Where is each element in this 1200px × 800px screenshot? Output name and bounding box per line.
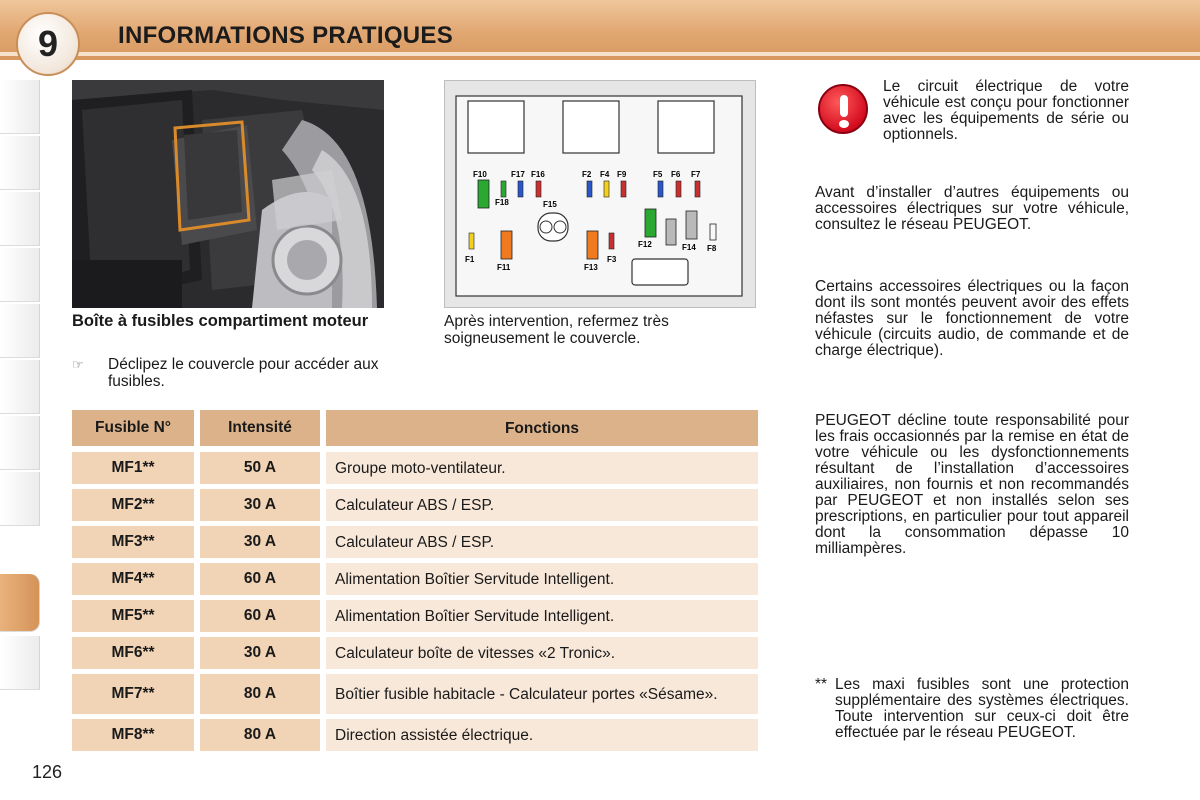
closing-instruction: Après intervention, refermez très soigneusement le couvercle.: [444, 313, 669, 347]
table-row: [72, 719, 758, 751]
page-header: [0, 0, 1200, 60]
table-row: [72, 637, 758, 669]
intensity-cell: 80 A: [200, 719, 320, 751]
fuse-number-cell: MF5**: [72, 600, 194, 632]
function-cell: Calculateur ABS / ESP.: [326, 526, 758, 558]
warning-icon: [818, 84, 868, 134]
table-header-row: [72, 410, 758, 446]
fuse-layout-drawing: [445, 81, 755, 307]
function-cell: Calculateur ABS / ESP.: [326, 489, 758, 521]
table-row: [72, 526, 758, 558]
fuse-label: F11: [497, 263, 511, 272]
side-tab[interactable]: [0, 304, 40, 358]
fuse-label: F9: [617, 170, 627, 179]
fuse-label: F15: [543, 200, 557, 209]
fuse-label: F17: [511, 170, 525, 179]
fuse-number-cell: MF7**: [72, 674, 194, 714]
table-row: [72, 600, 758, 632]
table-row: [72, 674, 758, 714]
fuse-label: F2: [582, 170, 592, 179]
fuse-number-cell: MF8**: [72, 719, 194, 751]
paragraph-side-effects: Certains accessoires électriques ou la façon dont ils sont montés peuvent avoir des effets néfastes sur le fonctionnement de votre véhicule (circuits audio, de commande et de charge électrique).: [815, 278, 1129, 359]
header-intensity: Intensité: [200, 410, 320, 446]
function-cell: Calculateur boîte de vitesses «2 Tronic».: [326, 637, 758, 669]
fuse-label: F8: [707, 244, 717, 253]
fuse-number-cell: MF3**: [72, 526, 194, 558]
page-title: INFORMATIONS PRATIQUES: [118, 22, 454, 49]
fuse-label: F3: [607, 255, 617, 264]
section-title: Boîte à fusibles compartiment moteur: [72, 312, 369, 330]
intensity-cell: 30 A: [200, 489, 320, 521]
intensity-cell: 60 A: [200, 600, 320, 632]
fuse-label: F18: [495, 198, 509, 207]
footnote-text: Les maxi fusibles sont une protection supplémentaire des systèmes électriques. Toute intervention sur ceux-ci doit être effectuée par le réseau PEUGEOT.: [835, 676, 1129, 741]
table-row: [72, 452, 758, 484]
fuse-label: F1: [465, 255, 475, 264]
fuse-box-diagram: [444, 80, 756, 308]
instruction-text: Déclipez le couvercle pour accéder aux fusibles.: [108, 356, 379, 390]
table-row: [72, 489, 758, 521]
page-number: 126: [32, 762, 63, 782]
intensity-cell: 30 A: [200, 526, 320, 558]
chapter-badge: 9: [16, 12, 80, 76]
function-cell: Groupe moto-ventilateur.: [326, 452, 758, 484]
function-cell: Alimentation Boîtier Servitude Intelligent.: [326, 600, 758, 632]
footnote-mark: **: [815, 676, 828, 693]
side-tab[interactable]: [0, 248, 40, 302]
fuse-number-cell: MF1**: [72, 452, 194, 484]
engine-fusebox-photo: [72, 80, 384, 308]
fuse-label: F13: [584, 263, 598, 272]
instruction-item: [72, 356, 392, 390]
fuse-number-cell: MF4**: [72, 563, 194, 595]
pointing-hand-icon: ☞: [72, 357, 84, 372]
fuse-label: F12: [638, 240, 652, 249]
function-cell: Boîtier fusible habitacle - Calculateur portes «Sésame».: [326, 674, 758, 714]
side-tab[interactable]: [0, 136, 40, 190]
side-tab-strip: [0, 80, 44, 720]
side-tab[interactable]: [0, 636, 40, 690]
intensity-cell: 80 A: [200, 674, 320, 714]
warning-text: Le circuit électrique de votre véhicule est conçu pour fonctionner avec les équipements de série ou optionnels.: [883, 78, 1129, 143]
fuse-label: F4: [600, 170, 610, 179]
header-fuse-number: Fusible N°: [72, 410, 194, 446]
intensity-cell: 60 A: [200, 563, 320, 595]
fuse-label: F5: [653, 170, 663, 179]
header-functions: Fonctions: [326, 410, 758, 446]
function-cell: Alimentation Boîtier Servitude Intelligent.: [326, 563, 758, 595]
fuse-label: F14: [682, 243, 696, 252]
intensity-cell: 30 A: [200, 637, 320, 669]
header-divider: [0, 52, 1200, 56]
function-cell: Direction assistée électrique.: [326, 719, 758, 751]
side-tab[interactable]: [0, 360, 40, 414]
fuse-label: F16: [531, 170, 545, 179]
side-tab[interactable]: [0, 472, 40, 526]
side-tab-active[interactable]: [0, 574, 40, 632]
side-tab[interactable]: [0, 416, 40, 470]
engine-photo-illustration: [72, 80, 384, 308]
paragraph-disclaimer: PEUGEOT décline toute responsabilité pour les frais occasionnés par la remise en état de votre véhicule ou les dysfonctionnements résultant de l’installation d’accessoires auxiliaires, non fournis et non recommandés par PEUGEOT et non installés selon ses prescriptions, en particulier pour tout appareil dont la consommation dépasse 10 milliampères.: [815, 412, 1129, 557]
intensity-cell: 50 A: [200, 452, 320, 484]
side-tab[interactable]: [0, 192, 40, 246]
fuse-label: F7: [691, 170, 701, 179]
footnote: [815, 677, 1129, 741]
fuse-number-cell: MF2**: [72, 489, 194, 521]
fuse-label: F10: [473, 170, 487, 179]
table-row: [72, 563, 758, 595]
fuse-number-cell: MF6**: [72, 637, 194, 669]
paragraph-accessories: Avant d’installer d’autres équipements ou accessoires électriques sur votre véhicule, consultez le réseau PEUGEOT.: [815, 184, 1129, 233]
fuse-label: F6: [671, 170, 681, 179]
side-tab[interactable]: [0, 80, 40, 134]
